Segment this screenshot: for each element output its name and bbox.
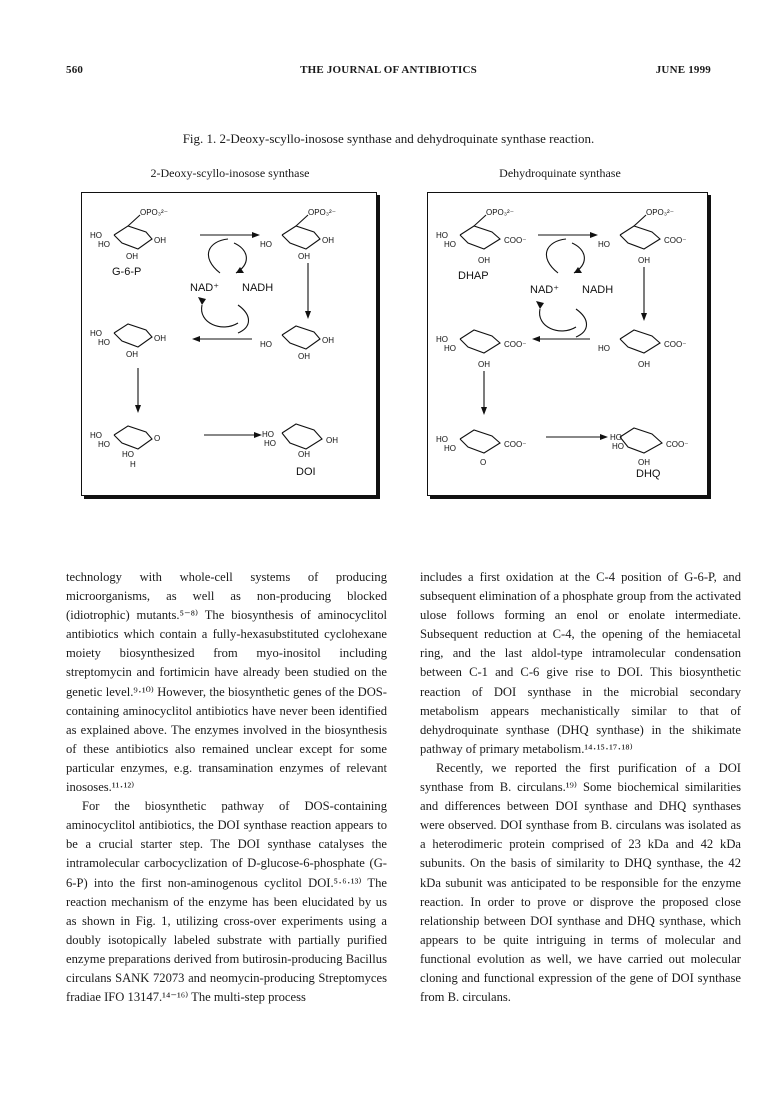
dhq-oh-label: OH — [638, 458, 650, 467]
open-o-label: O — [154, 434, 161, 443]
open-ho-label-3: HO — [122, 450, 134, 459]
doi-scheme-drawing — [82, 193, 376, 495]
dhap-ho-label-2: HO — [444, 240, 456, 249]
paragraph: Recently, we reported the first purification of a DOI synthase from B. circulans.¹⁹⁾ Some biochemical similarities and differences between DOI synthase and DHQ synthases were observed. DOI synthase from B. circulans was isolated as a heterodimeric protein comprised of 23 kDa and 42 kDa subunits. On the basis of similarity to DHQ synthase, the 42 kDa subunit was anticipated to be responsible for the enzyme reaction. In order to prove or disprove the proposed close relationship between DOI synthase and DHQ synthase, which appears to be quite intriguing in terms of molecular and functional evolution as well, we have carried out molecular cloning and functional expression of the gene of DOI synthase from B. circulans. — [420, 760, 741, 1005]
doi-ho-label-2: HO — [264, 439, 276, 448]
enol-oh-label: OH — [154, 334, 166, 343]
dhap-oh-label: OH — [478, 256, 490, 265]
dhq-label: DHQ — [636, 468, 661, 480]
keto-phosphate-label: OPO₃²⁻ — [308, 208, 336, 217]
keto-dhap-phosphate-label: OPO₃²⁻ — [646, 208, 674, 217]
keto-dhap-oh-label: OH — [638, 256, 650, 265]
dhap-ho-label: HO — [436, 231, 448, 240]
dhq-enol-ho-label: HO — [436, 335, 448, 344]
dhq-scheme-drawing — [428, 193, 707, 495]
nadh-label-right: NADH — [582, 284, 614, 296]
left-panel-title: 2-Deoxy-scyllo-inosose synthase — [150, 166, 310, 180]
dhq-open-ho-label: HO — [436, 435, 448, 444]
keto-ho-label: HO — [260, 240, 272, 249]
nad-label-left: NAD⁺ — [190, 282, 220, 294]
dhq-open-o-label: O — [480, 458, 487, 467]
right-text-column — [420, 568, 741, 1007]
dhq-ketoenol-oh-label: OH — [638, 360, 650, 369]
open-ho-label-2: HO — [98, 440, 110, 449]
issue-date: JUNE 1999 — [655, 64, 711, 76]
dhq-enol-ho-label-2: HO — [444, 344, 456, 353]
ketoenol-oh-label: OH — [322, 336, 334, 345]
keto-dhap-ho-label: HO — [598, 240, 610, 249]
dhq-ketoenol-ho-label: HO — [598, 344, 610, 353]
g6p-ho-label: HO — [90, 231, 102, 240]
figure-caption: Fig. 1. 2-Deoxy-scyllo-inosose synthase and dehydroquinate synthase reaction. — [182, 131, 595, 146]
g6p-phosphate-label: OPO₃²⁻ — [140, 208, 168, 217]
doi-oh-label-2: OH — [298, 450, 310, 459]
paragraph: technology with whole-cell systems of producing microorganisms, as well as non-producing blocked (idiotrophic) mutants.⁵⁻⁸⁾ The biosynthesis of aminocyclitol antibiotics which contain a fully-hexasubstituted cyclohexane moiety biosynthesized from myo-inositol including streptomycin and fortimicin have already been studied on the genetic level.⁹·¹⁰⁾ However, the biosynthetic genes of the DOS-containing aminocyclitol antibiotics have never been identified as explained above. The enzymes involved in the biosynthesis of these antibiotics also remained unclear except for some particular enzymes, e.g. transamination enzymes of relevant inososes.¹¹·¹²⁾ — [66, 570, 387, 795]
doi-synthase-scheme — [81, 192, 377, 496]
doi-label: DOI — [296, 466, 316, 478]
dhap-label: DHAP — [458, 270, 489, 282]
dhq-ho-label-2: HO — [612, 442, 624, 451]
g6p-ho-label-2: HO — [98, 240, 110, 249]
g6p-oh-label-2: OH — [126, 252, 138, 261]
dhq-ho-label: HO — [610, 433, 622, 442]
keto-dhap-coo-label: COO⁻ — [664, 236, 687, 245]
enol-ho-label: HO — [90, 329, 102, 338]
dhq-enol-coo-label: COO⁻ — [504, 340, 527, 349]
dhq-synthase-scheme — [427, 192, 708, 496]
ketoenol-ho-label: HO — [260, 340, 272, 349]
dhq-open-ho-label-2: HO — [444, 444, 456, 453]
dhq-ketoenol-coo-label: COO⁻ — [664, 340, 687, 349]
enol-ho-label-2: HO — [98, 338, 110, 347]
paragraph: includes a first oxidation at the C-4 position of G-6-P, and subsequent elimination of a phosphate group from the activated ulose follows forming an enol or enolate intermediate. Subsequent reduction at C-4, the opening of the hemiacetal ring, and the last aldol-type intramolecular condensation between C-1 and C-6 give rise to DOI. This biosynthetic reaction of DOI synthase in the microbial secondary metabolism appears mechanistically similar to that of dehydroquinate synthase (DHQ synthase) in the shikimate pathway of primary metabolism.¹⁴·¹⁵·¹⁷·¹⁸⁾ — [420, 570, 741, 756]
dhq-enol-oh-label: OH — [478, 360, 490, 369]
doi-ho-label: HO — [262, 430, 274, 439]
keto-oh-label-2: OH — [298, 252, 310, 261]
left-text-column — [66, 568, 387, 1007]
right-panel-title: Dehydroquinate synthase — [499, 166, 621, 180]
nadh-label-left: NADH — [242, 282, 274, 294]
journal-title: THE JOURNAL OF ANTIBIOTICS — [300, 64, 477, 76]
g6p-label: G-6-P — [112, 266, 142, 278]
ketoenol-oh-label-2: OH — [298, 352, 310, 361]
dhq-open-coo-label: COO⁻ — [504, 440, 527, 449]
open-h-label: H — [130, 460, 136, 469]
dhap-phosphate-label: OPO₃²⁻ — [486, 208, 514, 217]
page-number: 560 — [66, 64, 84, 76]
dhq-coo-label: COO⁻ — [666, 440, 689, 449]
enol-oh-label-2: OH — [126, 350, 138, 359]
dhap-coo-label: COO⁻ — [504, 236, 527, 245]
nad-label-right: NAD⁺ — [530, 284, 560, 296]
keto-oh-label: OH — [322, 236, 334, 245]
open-ho-label: HO — [90, 431, 102, 440]
paragraph: For the biosynthetic pathway of DOS-containing aminocyclitol antibiotics, the DOI synthase reaction appears to be a crucial starter step. The DOI synthase catalyses the intramolecular carbocyclization of D-glucose-6-phosphate (G-6-P) into the first non-aminogenous cyclitol DOI.⁵·⁶·¹³⁾ The reaction mechanism of the enzyme has been elucidated by us as shown in Fig. 1, utilizing cross-over experiments using a doubly isotopically labeled substrate with partially purified enzyme preparations derived from butirosin-producing Bacillus circulans SANK 72073 and neomycin-producing Streptomyces fradiae IFO 13147.¹⁴⁻¹⁶⁾ The multi-step process — [66, 799, 387, 1005]
g6p-oh-label: OH — [154, 236, 166, 245]
doi-oh-label: OH — [326, 436, 338, 445]
